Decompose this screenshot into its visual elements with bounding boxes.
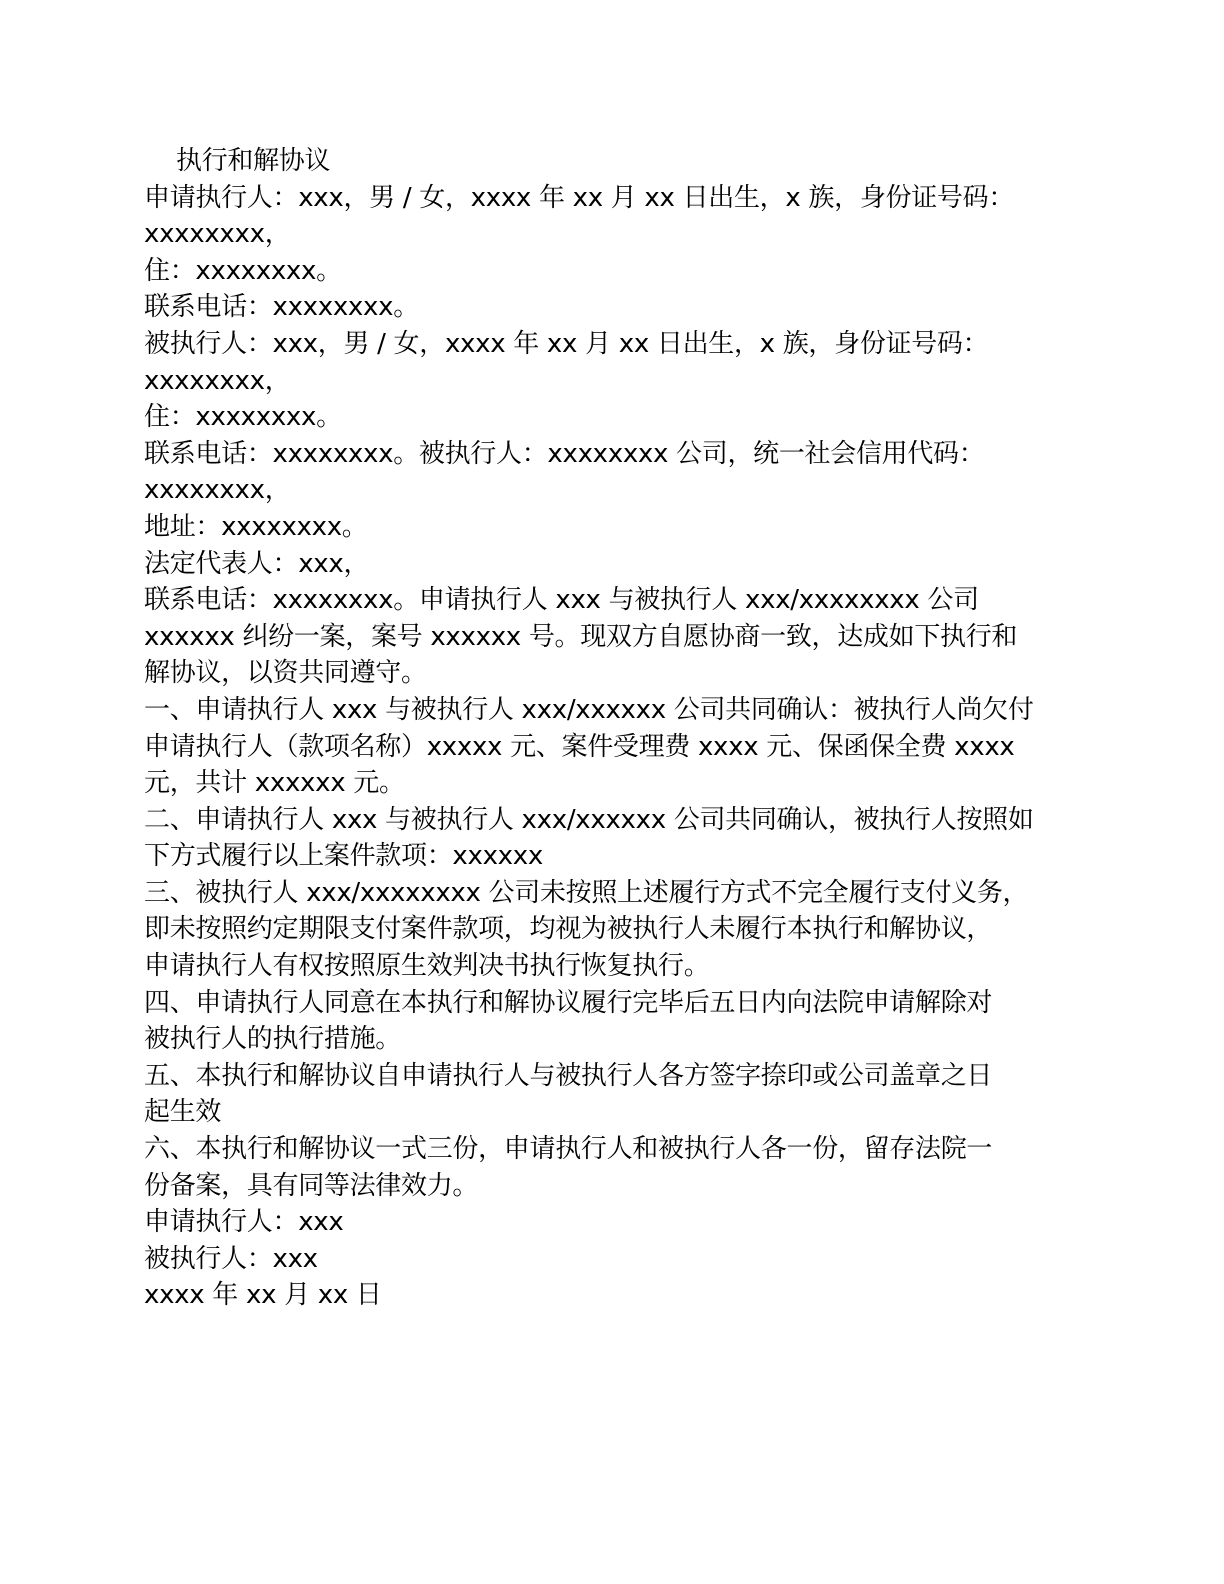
clause-3-line-1: 三、被执行人 xxx/xxxxxxxx 公司未按照上述履行方式不完全履行支付义务， [144,877,1029,908]
clause-2-line-2: 下方式履行以上案件款项：xxxxxx [144,841,543,872]
respondent-company-line: 联系电话：xxxxxxxx。被执行人：xxxxxxxx 公司，统一社会信用代码： [144,438,985,469]
clause-3-line-3: 申请执行人有权按照原生效判决书执行恢复执行。 [144,951,710,982]
clause-4-line-2: 被执行人的执行措施。 [144,1024,402,1055]
company-address: 地址：xxxxxxxx。 [144,511,368,542]
preamble-line-3: 解协议，以资共同遵守。 [144,658,427,689]
clause-4-line-1: 四、申请执行人同意在本执行和解协议履行完毕后五日内向法院申请解除对 [144,987,993,1018]
clause-6-line-1: 六、本执行和解协议一式三份，申请执行人和被执行人各一份，留存法院一 [144,1134,993,1165]
clause-5-line-2: 起生效 [144,1097,222,1128]
clause-1-line-3: 元，共计 xxxxxx 元。 [144,768,405,799]
clause-3-line-2: 即未按照约定期限支付案件款项，均视为被执行人未履行本执行和解协议， [144,914,993,945]
clause-1-line-1: 一、申请执行人 xxx 与被执行人 xxx/xxxxxx 公司共同确认：被执行人尚欠付 [144,694,1034,725]
signature-applicant: 申请执行人：xxx [144,1207,344,1238]
respondent-info-line: 被执行人：xxx，男 / 女，xxxx 年 xx 月 xx 日出生，x 族，身份证号码： [144,328,989,359]
respondent-id-number: xxxxxxxx， [144,365,291,396]
applicant-phone: 联系电话：xxxxxxxx。 [144,292,419,323]
applicant-info-line: 申请执行人：xxx，男 / 女，xxxx 年 xx 月 xx 日出生，x 族，身份证号码： [144,182,1015,213]
preamble-line-1: 联系电话：xxxxxxxx。申请执行人 xxx 与被执行人 xxx/xxxxxxxx 公司 [144,585,979,616]
applicant-id-number: xxxxxxxx， [144,219,291,250]
clause-2-line-1: 二、申请执行人 xxx 与被执行人 xxx/xxxxxx 公司共同确认，被执行人按照如 [144,804,1034,835]
legal-representative: 法定代表人：xxx， [144,548,370,579]
signature-respondent: 被执行人：xxx [144,1243,318,1274]
clause-6-line-2: 份备案，具有同等法律效力。 [144,1170,479,1201]
applicant-address: 住：xxxxxxxx。 [144,255,342,286]
document-page [144,143,1074,1314]
company-credit-code: xxxxxxxx， [144,475,291,506]
clause-1-line-2: 申请执行人（款项名称）xxxxx 元、案件受理费 xxxx 元、保函保全费 xxxx [144,731,1015,762]
respondent-address: 住：xxxxxxxx。 [144,402,342,433]
signature-date: xxxx 年 xx 月 xx 日 [144,1280,382,1311]
document-title: 执行和解协议 [176,146,331,176]
clause-5-line-1: 五、本执行和解协议自申请执行人与被执行人各方签字捺印或公司盖章之日 [144,1060,993,1091]
preamble-line-2: xxxxxx 纠纷一案，案号 xxxxxx 号。现双方自愿协商一致，达成如下执行和 [144,621,1018,652]
